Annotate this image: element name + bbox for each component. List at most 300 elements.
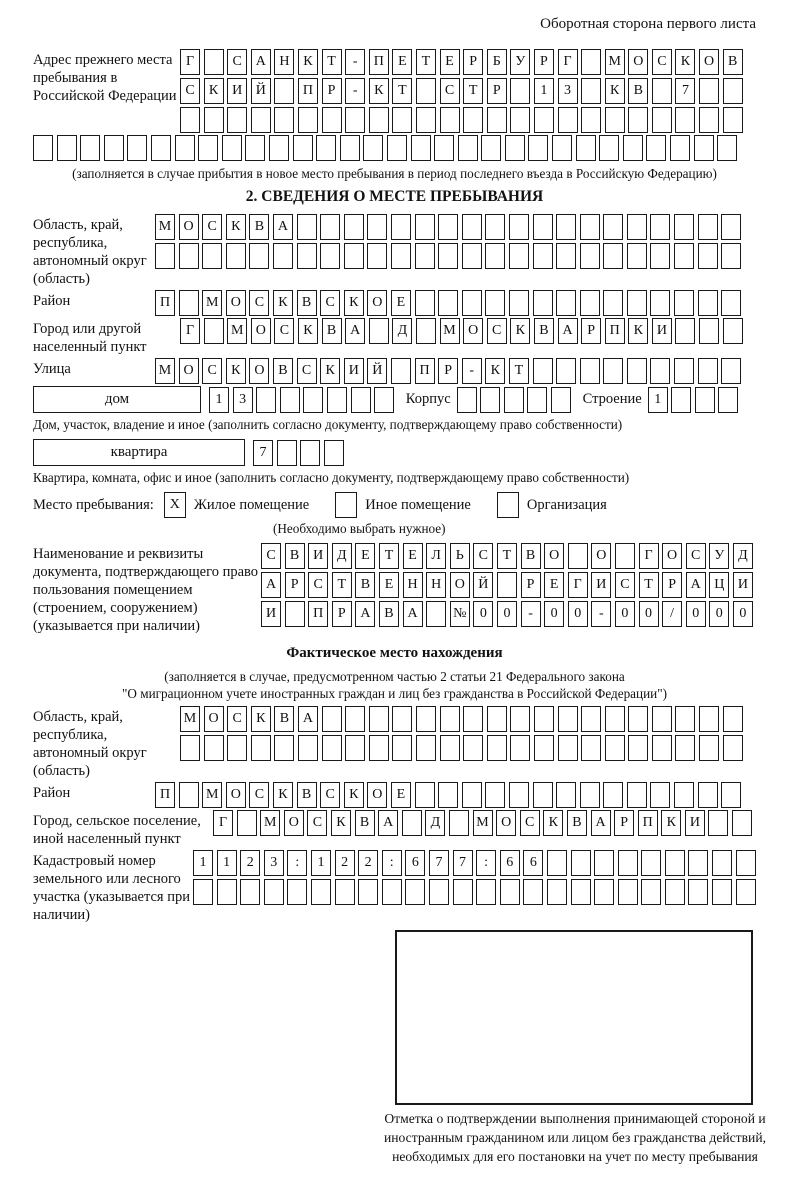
form-cell[interactable] — [594, 850, 614, 876]
form-cell[interactable] — [438, 290, 458, 316]
form-cell[interactable]: К — [628, 318, 648, 344]
form-cell[interactable]: : — [476, 850, 496, 876]
form-cell[interactable] — [237, 810, 257, 836]
form-cell[interactable] — [179, 782, 199, 808]
form-cell[interactable] — [509, 243, 529, 269]
form-cell[interactable]: 7 — [253, 440, 273, 466]
checkbox-organization[interactable] — [497, 492, 519, 518]
form-cell[interactable] — [551, 387, 571, 413]
form-cell[interactable] — [556, 243, 576, 269]
form-cell[interactable]: Р — [534, 49, 554, 75]
form-cell[interactable] — [298, 735, 318, 761]
form-cell[interactable]: Й — [367, 358, 387, 384]
form-cell[interactable] — [627, 358, 647, 384]
form-cell[interactable] — [698, 290, 718, 316]
form-cell[interactable] — [712, 879, 732, 905]
form-cell[interactable] — [458, 135, 478, 161]
form-cell[interactable] — [674, 358, 694, 384]
form-cell[interactable]: О — [284, 810, 304, 836]
form-cell[interactable]: И — [685, 810, 705, 836]
form-cell[interactable]: К — [273, 290, 293, 316]
form-cell[interactable] — [580, 243, 600, 269]
form-cell[interactable] — [340, 135, 360, 161]
form-cell[interactable] — [274, 78, 294, 104]
form-cell[interactable] — [322, 107, 342, 133]
form-cell[interactable]: К — [298, 49, 318, 75]
form-cell[interactable]: И — [591, 572, 611, 598]
form-cell[interactable]: 0 — [568, 601, 588, 627]
form-cell[interactable] — [670, 135, 690, 161]
form-cell[interactable] — [316, 135, 336, 161]
form-cell[interactable]: П — [369, 49, 389, 75]
form-cell[interactable]: М — [440, 318, 460, 344]
form-cell[interactable] — [571, 850, 591, 876]
form-cell[interactable] — [674, 243, 694, 269]
form-cell[interactable]: Й — [251, 78, 271, 104]
form-cell[interactable]: О — [699, 49, 719, 75]
form-cell[interactable] — [438, 782, 458, 808]
form-cell[interactable] — [527, 387, 547, 413]
form-cell[interactable] — [497, 572, 517, 598]
kvartira-box[interactable]: квартира — [33, 439, 245, 466]
form-cell[interactable] — [345, 107, 365, 133]
form-cell[interactable] — [249, 243, 269, 269]
form-cell[interactable]: С — [308, 572, 328, 598]
form-cell[interactable] — [580, 782, 600, 808]
form-cell[interactable]: М — [202, 782, 222, 808]
form-cell[interactable] — [675, 735, 695, 761]
form-cell[interactable] — [217, 879, 237, 905]
form-cell[interactable]: И — [733, 572, 753, 598]
form-cell[interactable]: С — [202, 214, 222, 240]
form-cell[interactable]: И — [308, 543, 328, 569]
form-cell[interactable]: В — [521, 543, 541, 569]
form-cell[interactable]: 0 — [733, 601, 753, 627]
form-cell[interactable]: С — [261, 543, 281, 569]
form-cell[interactable] — [245, 135, 265, 161]
form-cell[interactable] — [556, 290, 576, 316]
form-cell[interactable] — [723, 107, 743, 133]
form-cell[interactable]: № — [450, 601, 470, 627]
form-cell[interactable]: Е — [391, 290, 411, 316]
form-cell[interactable] — [547, 879, 567, 905]
form-cell[interactable] — [509, 290, 529, 316]
form-cell[interactable] — [688, 850, 708, 876]
form-cell[interactable]: С — [320, 290, 340, 316]
form-cell[interactable]: К — [510, 318, 530, 344]
form-cell[interactable] — [351, 387, 371, 413]
form-cell[interactable] — [671, 387, 691, 413]
form-cell[interactable]: А — [686, 572, 706, 598]
form-cell[interactable] — [391, 358, 411, 384]
form-cell[interactable] — [480, 387, 500, 413]
form-cell[interactable] — [438, 243, 458, 269]
form-cell[interactable] — [327, 387, 347, 413]
form-cell[interactable]: И — [344, 358, 364, 384]
form-cell[interactable] — [297, 243, 317, 269]
form-cell[interactable]: П — [155, 290, 175, 316]
form-cell[interactable]: 2 — [240, 850, 260, 876]
form-cell[interactable] — [699, 78, 719, 104]
form-cell[interactable]: С — [652, 49, 672, 75]
form-cell[interactable] — [322, 735, 342, 761]
form-cell[interactable] — [324, 440, 344, 466]
form-cell[interactable]: О — [463, 318, 483, 344]
form-cell[interactable]: Р — [322, 78, 342, 104]
form-cell[interactable]: Г — [180, 318, 200, 344]
form-cell[interactable]: 7 — [429, 850, 449, 876]
form-cell[interactable]: : — [382, 850, 402, 876]
form-cell[interactable]: М — [260, 810, 280, 836]
form-cell[interactable] — [627, 243, 647, 269]
form-cell[interactable] — [426, 601, 446, 627]
form-cell[interactable]: М — [155, 214, 175, 240]
form-cell[interactable] — [392, 706, 412, 732]
form-cell[interactable] — [712, 850, 732, 876]
form-cell[interactable]: А — [355, 601, 375, 627]
form-cell[interactable]: 2 — [335, 850, 355, 876]
form-cell[interactable] — [402, 810, 422, 836]
form-cell[interactable] — [721, 358, 741, 384]
form-cell[interactable]: В — [322, 318, 342, 344]
form-cell[interactable] — [429, 879, 449, 905]
form-cell[interactable] — [695, 387, 715, 413]
form-cell[interactable] — [179, 243, 199, 269]
form-cell[interactable]: М — [227, 318, 247, 344]
form-cell[interactable]: С — [249, 290, 269, 316]
form-cell[interactable]: А — [273, 214, 293, 240]
form-cell[interactable]: В — [297, 290, 317, 316]
form-cell[interactable] — [698, 782, 718, 808]
form-cell[interactable] — [298, 107, 318, 133]
form-cell[interactable] — [675, 107, 695, 133]
form-cell[interactable] — [650, 243, 670, 269]
form-cell[interactable]: О — [249, 358, 269, 384]
form-cell[interactable]: Р — [521, 572, 541, 598]
form-cell[interactable]: В — [379, 601, 399, 627]
form-cell[interactable]: П — [415, 358, 435, 384]
form-cell[interactable]: А — [591, 810, 611, 836]
form-cell[interactable]: Т — [639, 572, 659, 598]
form-cell[interactable] — [434, 135, 454, 161]
form-cell[interactable] — [33, 135, 53, 161]
form-cell[interactable]: 7 — [675, 78, 695, 104]
form-cell[interactable]: У — [510, 49, 530, 75]
form-cell[interactable] — [533, 358, 553, 384]
form-cell[interactable] — [699, 318, 719, 344]
form-cell[interactable] — [151, 135, 171, 161]
form-cell[interactable]: Ь — [450, 543, 470, 569]
form-cell[interactable]: В — [355, 810, 375, 836]
form-cell[interactable] — [646, 135, 666, 161]
form-cell[interactable] — [558, 107, 578, 133]
form-cell[interactable] — [57, 135, 77, 161]
form-cell[interactable] — [392, 107, 412, 133]
form-cell[interactable]: Р — [463, 49, 483, 75]
form-cell[interactable]: К — [331, 810, 351, 836]
form-cell[interactable] — [335, 879, 355, 905]
form-cell[interactable] — [623, 135, 643, 161]
confirmation-stamp-box[interactable] — [395, 930, 753, 1105]
form-cell[interactable] — [463, 735, 483, 761]
form-cell[interactable]: В — [273, 358, 293, 384]
form-cell[interactable]: С — [307, 810, 327, 836]
form-cell[interactable]: В — [723, 49, 743, 75]
form-cell[interactable] — [462, 243, 482, 269]
form-cell[interactable] — [580, 358, 600, 384]
form-cell[interactable]: Р — [285, 572, 305, 598]
form-cell[interactable]: П — [308, 601, 328, 627]
form-cell[interactable] — [618, 879, 638, 905]
form-cell[interactable]: М — [202, 290, 222, 316]
form-cell[interactable] — [363, 135, 383, 161]
form-cell[interactable]: С — [520, 810, 540, 836]
checkbox-other-premises[interactable] — [335, 492, 357, 518]
form-cell[interactable]: 3 — [233, 387, 253, 413]
form-cell[interactable] — [322, 706, 342, 732]
form-cell[interactable]: Г — [639, 543, 659, 569]
form-cell[interactable] — [287, 879, 307, 905]
form-cell[interactable]: Г — [568, 572, 588, 598]
form-cell[interactable]: И — [261, 601, 281, 627]
form-cell[interactable]: С — [320, 782, 340, 808]
form-cell[interactable] — [256, 387, 276, 413]
form-cell[interactable] — [699, 735, 719, 761]
form-cell[interactable] — [558, 706, 578, 732]
form-cell[interactable] — [127, 135, 147, 161]
form-cell[interactable]: Д — [332, 543, 352, 569]
form-cell[interactable]: - — [345, 49, 365, 75]
form-cell[interactable] — [463, 107, 483, 133]
form-cell[interactable]: С — [297, 358, 317, 384]
form-cell[interactable]: В — [534, 318, 554, 344]
form-cell[interactable] — [505, 135, 525, 161]
form-cell[interactable]: А — [345, 318, 365, 344]
form-cell[interactable] — [222, 135, 242, 161]
form-cell[interactable] — [462, 782, 482, 808]
form-cell[interactable] — [251, 735, 271, 761]
form-cell[interactable]: А — [403, 601, 423, 627]
form-cell[interactable] — [698, 243, 718, 269]
form-cell[interactable]: 1 — [209, 387, 229, 413]
form-cell[interactable] — [415, 290, 435, 316]
form-cell[interactable]: Ц — [709, 572, 729, 598]
form-cell[interactable] — [510, 735, 530, 761]
form-cell[interactable] — [652, 735, 672, 761]
form-cell[interactable]: Е — [392, 49, 412, 75]
form-cell[interactable]: О — [226, 782, 246, 808]
form-cell[interactable] — [204, 107, 224, 133]
form-cell[interactable] — [581, 735, 601, 761]
form-cell[interactable]: К — [251, 706, 271, 732]
form-cell[interactable] — [193, 879, 213, 905]
form-cell[interactable]: Т — [379, 543, 399, 569]
form-cell[interactable] — [269, 135, 289, 161]
form-cell[interactable]: С — [202, 358, 222, 384]
form-cell[interactable] — [411, 135, 431, 161]
form-cell[interactable] — [387, 135, 407, 161]
form-cell[interactable]: М — [605, 49, 625, 75]
form-cell[interactable] — [509, 214, 529, 240]
form-cell[interactable]: В — [274, 706, 294, 732]
form-cell[interactable] — [627, 782, 647, 808]
form-cell[interactable] — [80, 135, 100, 161]
form-cell[interactable]: К — [204, 78, 224, 104]
form-cell[interactable] — [534, 735, 554, 761]
form-cell[interactable]: С — [249, 782, 269, 808]
form-cell[interactable] — [618, 850, 638, 876]
form-cell[interactable] — [415, 243, 435, 269]
form-cell[interactable] — [300, 440, 320, 466]
form-cell[interactable]: 3 — [558, 78, 578, 104]
form-cell[interactable]: Р — [581, 318, 601, 344]
form-cell[interactable] — [723, 318, 743, 344]
form-cell[interactable] — [533, 243, 553, 269]
form-cell[interactable] — [699, 107, 719, 133]
form-cell[interactable]: В — [628, 78, 648, 104]
form-cell[interactable] — [405, 879, 425, 905]
form-cell[interactable]: О — [662, 543, 682, 569]
form-cell[interactable] — [652, 78, 672, 104]
form-cell[interactable]: С — [473, 543, 493, 569]
form-cell[interactable]: 6 — [523, 850, 543, 876]
form-cell[interactable] — [293, 135, 313, 161]
form-cell[interactable] — [440, 735, 460, 761]
form-cell[interactable] — [274, 735, 294, 761]
form-cell[interactable]: Д — [392, 318, 412, 344]
form-cell[interactable] — [594, 879, 614, 905]
form-cell[interactable]: Г — [180, 49, 200, 75]
form-cell[interactable]: Н — [403, 572, 423, 598]
form-cell[interactable] — [180, 735, 200, 761]
form-cell[interactable] — [698, 214, 718, 240]
form-cell[interactable] — [367, 214, 387, 240]
form-cell[interactable] — [533, 782, 553, 808]
form-cell[interactable] — [675, 706, 695, 732]
form-cell[interactable] — [603, 782, 623, 808]
form-cell[interactable]: П — [638, 810, 658, 836]
form-cell[interactable] — [264, 879, 284, 905]
form-cell[interactable] — [303, 387, 323, 413]
form-cell[interactable] — [440, 706, 460, 732]
form-cell[interactable] — [226, 243, 246, 269]
form-cell[interactable] — [509, 782, 529, 808]
form-cell[interactable] — [605, 107, 625, 133]
form-cell[interactable] — [558, 735, 578, 761]
form-cell[interactable] — [416, 735, 436, 761]
form-cell[interactable] — [675, 318, 695, 344]
form-cell[interactable]: С — [180, 78, 200, 104]
form-cell[interactable]: П — [155, 782, 175, 808]
form-cell[interactable]: 0 — [497, 601, 517, 627]
form-cell[interactable] — [628, 706, 648, 732]
form-cell[interactable] — [392, 735, 412, 761]
form-cell[interactable]: У — [709, 543, 729, 569]
form-cell[interactable] — [463, 706, 483, 732]
form-cell[interactable]: 1 — [648, 387, 668, 413]
form-cell[interactable]: 0 — [639, 601, 659, 627]
form-cell[interactable]: С — [274, 318, 294, 344]
form-cell[interactable] — [603, 358, 623, 384]
form-cell[interactable] — [391, 243, 411, 269]
form-cell[interactable]: А — [251, 49, 271, 75]
form-cell[interactable]: К — [369, 78, 389, 104]
form-cell[interactable] — [485, 782, 505, 808]
form-cell[interactable]: 6 — [405, 850, 425, 876]
form-cell[interactable] — [628, 107, 648, 133]
form-cell[interactable] — [285, 601, 305, 627]
form-cell[interactable] — [650, 214, 670, 240]
form-cell[interactable] — [277, 440, 297, 466]
form-cell[interactable]: С — [227, 49, 247, 75]
form-cell[interactable]: С — [227, 706, 247, 732]
form-cell[interactable] — [311, 879, 331, 905]
form-cell[interactable] — [665, 850, 685, 876]
checkbox-residential[interactable]: X — [164, 492, 186, 518]
form-cell[interactable]: К — [605, 78, 625, 104]
form-cell[interactable] — [510, 78, 530, 104]
form-cell[interactable] — [240, 879, 260, 905]
form-cell[interactable] — [344, 214, 364, 240]
form-cell[interactable] — [721, 290, 741, 316]
form-cell[interactable]: К — [273, 782, 293, 808]
form-cell[interactable] — [416, 107, 436, 133]
form-cell[interactable]: Е — [355, 543, 375, 569]
form-cell[interactable] — [688, 879, 708, 905]
form-cell[interactable]: 1 — [217, 850, 237, 876]
form-cell[interactable]: В — [355, 572, 375, 598]
form-cell[interactable] — [556, 358, 576, 384]
form-cell[interactable]: О — [204, 706, 224, 732]
form-cell[interactable]: 0 — [473, 601, 493, 627]
form-cell[interactable] — [369, 735, 389, 761]
form-cell[interactable] — [280, 387, 300, 413]
form-cell[interactable] — [462, 214, 482, 240]
form-cell[interactable] — [603, 243, 623, 269]
form-cell[interactable] — [717, 135, 737, 161]
form-cell[interactable] — [345, 735, 365, 761]
form-cell[interactable]: - — [521, 601, 541, 627]
form-cell[interactable]: О — [251, 318, 271, 344]
form-cell[interactable] — [721, 243, 741, 269]
form-cell[interactable]: К — [226, 214, 246, 240]
form-cell[interactable]: К — [675, 49, 695, 75]
form-cell[interactable]: Т — [416, 49, 436, 75]
form-cell[interactable]: К — [320, 358, 340, 384]
form-cell[interactable] — [698, 358, 718, 384]
form-cell[interactable] — [274, 107, 294, 133]
form-cell[interactable] — [391, 214, 411, 240]
form-cell[interactable] — [568, 543, 588, 569]
form-cell[interactable] — [599, 135, 619, 161]
form-cell[interactable] — [641, 850, 661, 876]
form-cell[interactable]: Е — [544, 572, 564, 598]
form-cell[interactable]: Б — [487, 49, 507, 75]
form-cell[interactable]: 0 — [709, 601, 729, 627]
form-cell[interactable]: В — [285, 543, 305, 569]
form-cell[interactable]: О — [544, 543, 564, 569]
form-cell[interactable] — [297, 214, 317, 240]
form-cell[interactable] — [251, 107, 271, 133]
form-cell[interactable]: 0 — [615, 601, 635, 627]
form-cell[interactable] — [736, 879, 756, 905]
form-cell[interactable] — [736, 850, 756, 876]
form-cell[interactable] — [652, 107, 672, 133]
form-cell[interactable] — [204, 318, 224, 344]
form-cell[interactable]: Е — [440, 49, 460, 75]
form-cell[interactable] — [650, 782, 670, 808]
form-cell[interactable] — [374, 387, 394, 413]
